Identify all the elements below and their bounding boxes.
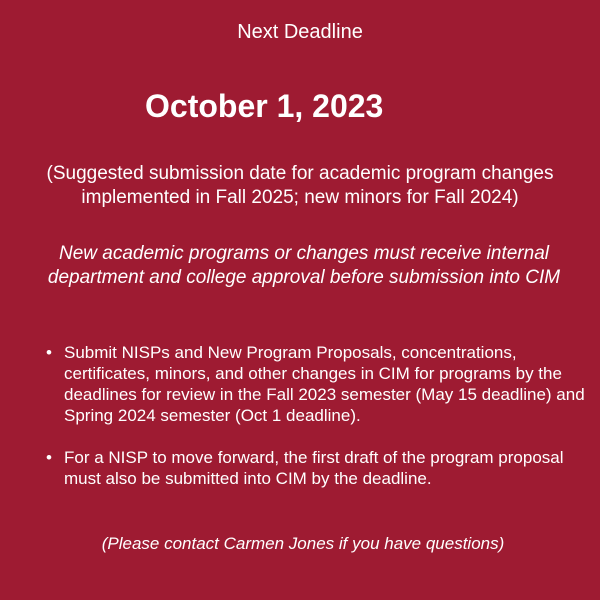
- deadline-date: October 1, 2023: [145, 88, 384, 124]
- approval-requirement: New academic programs or changes must receive internal department and college approval before submission into CIM: [47, 243, 561, 288]
- contact-note: (Please contact Carmen Jones if you have questions): [101, 534, 505, 553]
- deadline-heading: Next Deadline: [237, 21, 363, 43]
- bullet-dot-icon: •: [46, 343, 52, 362]
- bullet-item-nisp-draft: [46, 447, 586, 489]
- bullet-dot-icon: •: [46, 448, 52, 467]
- bullet-text: Submit NISPs and New Program Proposals, concentrations, certificates, minors, and other changes in CIM for programs by the deadlines for review in the Fall 2023 semester (May 15 deadline) and Spring 2024 semester (Oct 1 deadline).: [64, 343, 585, 425]
- submission-bullet-list: [46, 342, 586, 489]
- submission-note: (Suggested submission date for academic program changes implemented in Fall 2025; new minors for Fall 2024): [46, 163, 554, 208]
- bullet-item-submit-proposals: [46, 342, 586, 426]
- bullet-text: For a NISP to move forward, the first draft of the program proposal must also be submitted into CIM by the deadline.: [64, 448, 564, 488]
